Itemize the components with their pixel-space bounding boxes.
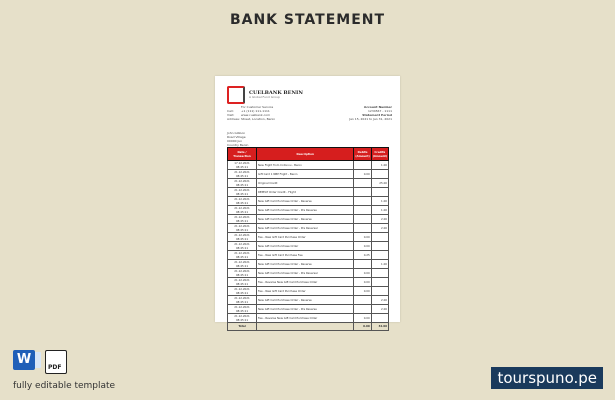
account-info: 1234567 - 1111 (368, 109, 392, 113)
info-key: Visit: (227, 113, 235, 117)
column-header: Debits (Amount) (354, 148, 371, 161)
bank-name: CUELBANK BENIN (249, 90, 303, 96)
row-date: 21.12.2021 08:45:11 (228, 224, 257, 233)
row-date: 21.12.2021 08:45:11 (228, 242, 257, 251)
bank-subtitle: A Global Fund Group (249, 95, 280, 99)
row-debit (354, 206, 371, 215)
info-value: +1 (111) 111-1111 (241, 109, 270, 113)
row-debit: 0.00 (354, 269, 371, 278)
row-date: 17.12.2021 08:45:11 (228, 161, 257, 170)
row-debit: 0.00 (354, 242, 371, 251)
row-debit (354, 197, 371, 206)
row-description: New Gift Card Purchase Order - Pre Reversal (257, 269, 354, 278)
row-date: 21.12.2021 08:45:11 (228, 170, 257, 179)
row-debit (354, 215, 371, 224)
account-info: Statement Period (362, 113, 392, 117)
total-label: Total (228, 323, 257, 331)
row-credit (371, 314, 388, 323)
table-row (228, 305, 389, 314)
row-credit: 1.00 (371, 161, 388, 170)
row-date: 21.12.2021 08:45:11 (228, 269, 257, 278)
table-row (228, 296, 389, 305)
row-credit (371, 170, 388, 179)
row-description: New Gift Card Purchase Order (257, 242, 354, 251)
row-description: New Gift Card Purchase Order - Pre Reverse (257, 206, 354, 215)
info-value: www.cuelbank.com (241, 113, 271, 117)
row-description: Fee - New Gift Card Purchase Fee (257, 251, 354, 260)
row-date: 21.12.2021 08:45:11 (228, 278, 257, 287)
row-description: New Gift Card Purchase Order - Pre Reversal (257, 224, 354, 233)
table-row (228, 287, 389, 296)
total-debit: 0.00 (354, 323, 371, 331)
table-row (228, 314, 389, 323)
row-date: 21.12.2021 08:45:11 (228, 260, 257, 269)
row-credit: 1.00 (371, 197, 388, 206)
row-description: New Gift Card Purchase Order - Reverse (257, 197, 354, 206)
row-description: Fee - Reverse New Gift Card Purchase Order (257, 314, 354, 323)
account-info: Account Number (363, 105, 392, 109)
row-description: Original Credit (257, 179, 354, 188)
row-description: Fee - New Gift Card Purchase Order (257, 233, 354, 242)
row-description: Fee - New Gift Card Purchase Order (257, 287, 354, 296)
row-debit (354, 179, 371, 188)
table-row (228, 179, 389, 188)
row-description: New Flight from Cotonou - Benin (257, 161, 354, 170)
total-spacer (257, 323, 354, 331)
table-row (228, 188, 389, 197)
word-icon: W (13, 350, 35, 370)
row-description: Gift Card 1 NBP Flight - Benin (257, 170, 354, 179)
row-date: 21.12.2021 08:45:11 (228, 305, 257, 314)
row-date: 21.12.2021 08:45:11 (228, 206, 257, 215)
row-date: 21.12.2021 08:45:11 (228, 215, 257, 224)
info-key: Address: (227, 117, 240, 121)
page-title: BANK STATEMENT (229, 12, 386, 28)
row-date: 21.12.2021 08:45:11 (228, 197, 257, 206)
table-row (228, 260, 389, 269)
row-credit: 1.00 (371, 260, 388, 269)
row-credit (371, 269, 388, 278)
footnote: fully editable template (13, 381, 116, 391)
row-description: New Gift Card Purchase Order - Pre Reverse (257, 305, 354, 314)
info-key: Call: (227, 109, 234, 113)
row-debit (354, 305, 371, 314)
row-date: 21.12.2021 08:45:11 (228, 233, 257, 242)
column-header: Description (257, 148, 354, 161)
table-row (228, 197, 389, 206)
row-debit (354, 260, 371, 269)
row-debit: 0.00 (354, 170, 371, 179)
row-description: New Gift Card Purchase Order - Reverse (257, 215, 354, 224)
row-debit: 0.00 (354, 314, 371, 323)
address-line: Country Benin (227, 143, 249, 147)
table-row (228, 206, 389, 215)
table-row (228, 242, 389, 251)
info-value: Street, Location, Benin (241, 117, 276, 121)
column-header: Date / Transaction (228, 148, 257, 161)
brand-badge: tourspuno.pe (491, 367, 603, 389)
table-row (228, 269, 389, 278)
column-header: Credits (Amount) (371, 148, 388, 161)
bank-logo-icon (227, 86, 245, 104)
row-date: 21.12.2021 08:45:11 (228, 188, 257, 197)
row-date: 21.12.2021 08:45:11 (228, 287, 257, 296)
statement-document (215, 76, 400, 329)
row-description: Fee - Reverse New Gift Card Purchase Order (257, 278, 354, 287)
row-credit (371, 233, 388, 242)
table-row (228, 224, 389, 233)
table-row (228, 251, 389, 260)
table-row (228, 278, 389, 287)
row-credit (371, 251, 388, 260)
row-debit: 0.25 (354, 251, 371, 260)
row-credit (371, 188, 388, 197)
row-debit (354, 224, 371, 233)
address-line: Road Village (227, 135, 246, 139)
row-date: 21.12.2021 08:45:11 (228, 314, 257, 323)
format-icons (13, 350, 67, 374)
table-row (228, 215, 389, 224)
row-credit: 2.00 (371, 305, 388, 314)
row-credit (371, 287, 388, 296)
table-row (228, 170, 389, 179)
table-row (228, 161, 389, 170)
address-line: John Gibbon (227, 131, 246, 135)
pdf-icon: PDF (45, 350, 67, 374)
row-date: 21.12.2021 08:45:11 (228, 296, 257, 305)
row-debit (354, 161, 371, 170)
address-line: 00000 Jun (227, 139, 243, 143)
row-debit: 0.00 (354, 233, 371, 242)
customer-service-info (227, 105, 392, 121)
row-description: REPEAT Order Credit - Flight (257, 188, 354, 197)
total-row (228, 323, 389, 331)
row-debit (354, 296, 371, 305)
row-credit: 25.00 (371, 179, 388, 188)
row-date: 21.12.2021 08:45:11 (228, 179, 257, 188)
bank-header (227, 86, 303, 104)
row-debit: 0.00 (354, 278, 371, 287)
row-debit: 0.00 (354, 287, 371, 296)
account-info: Jan 15, 2021 to Jan 31, 2021 (349, 117, 392, 121)
row-credit (371, 242, 388, 251)
row-credit: 2.00 (371, 296, 388, 305)
row-credit: 2.00 (371, 215, 388, 224)
row-debit (354, 188, 371, 197)
total-credit: 32.00 (371, 323, 388, 331)
row-credit: 2.00 (371, 224, 388, 233)
row-description: New Gift Card Purchase Order - Reverse (257, 260, 354, 269)
row-date: 21.12.2021 08:45:11 (228, 251, 257, 260)
table-row (228, 233, 389, 242)
customer-address (227, 131, 248, 147)
transactions-table (227, 147, 389, 331)
info-value: For Customer Service (241, 105, 274, 109)
row-credit: 1.00 (371, 206, 388, 215)
row-credit (371, 278, 388, 287)
row-description: New Gift Card Purchase Order - Reverse (257, 296, 354, 305)
